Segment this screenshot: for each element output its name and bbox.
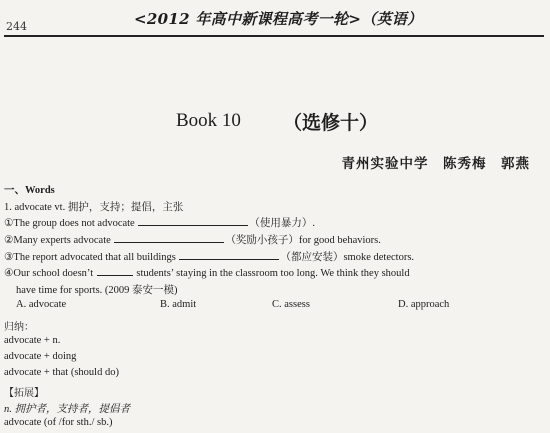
option-b[interactable]: B. admit [160,299,197,310]
example-text: Our school doesn’t [13,268,96,279]
example-4 [4,266,410,279]
example-hint: （奖励小孩子）for good behaviors. [225,235,381,246]
example-text: Many experts advocate [13,235,114,246]
entry-definition: 1. advocate vt. 拥护，支持；提倡，主张 [4,202,184,213]
option-a[interactable]: A. advocate [16,299,67,310]
answer-blank[interactable] [97,266,133,276]
example-hint: （使用暴力）. [249,218,315,229]
example-3 [4,249,414,264]
header-rule [4,35,544,37]
running-title: <2012 年高中新课程高考一轮>（英语） [134,10,423,28]
option-c[interactable]: C. assess [272,299,310,310]
pattern-2: advocate + doing [4,351,77,362]
example-number: ① [4,218,14,229]
answer-blank[interactable] [138,216,248,226]
summary-label: 归纳： [4,322,34,333]
option-d[interactable]: D. approach [398,299,450,310]
example-number: ④ [4,268,14,279]
example-4-continuation: have time for sports. (2009 泰安一模) [16,285,178,296]
example-hint: （都应安装）smoke detectors. [280,252,415,263]
example-number: ③ [4,252,14,263]
book-title: Book 10 [176,110,241,131]
answer-blank[interactable] [114,233,224,243]
authors-line: 青州实验中学 陈秀梅 郭燕 [341,156,530,172]
pattern-1: advocate + n. [4,335,61,346]
example-number: ② [4,235,14,246]
section-heading: 一、Words [4,185,55,196]
extension-noun: n. 拥护者，支持者，提倡者 [4,404,130,415]
extension-label: 【拓展】 [4,388,44,399]
example-text: students’ staying in the classroom too long. We think they should [133,268,410,279]
example-2 [4,232,381,247]
answer-blank[interactable] [179,250,279,260]
example-1 [4,215,315,230]
page-number: 244 [6,20,27,33]
book-subtitle: （选修十） [283,112,379,134]
example-text: The group does not advocate [13,218,138,229]
extension-pattern: advocate (of /for sth./ sb.) [4,417,113,428]
pattern-3: advocate + that (should do) [4,367,119,378]
example-text: The report advocated that all buildings [13,252,179,263]
